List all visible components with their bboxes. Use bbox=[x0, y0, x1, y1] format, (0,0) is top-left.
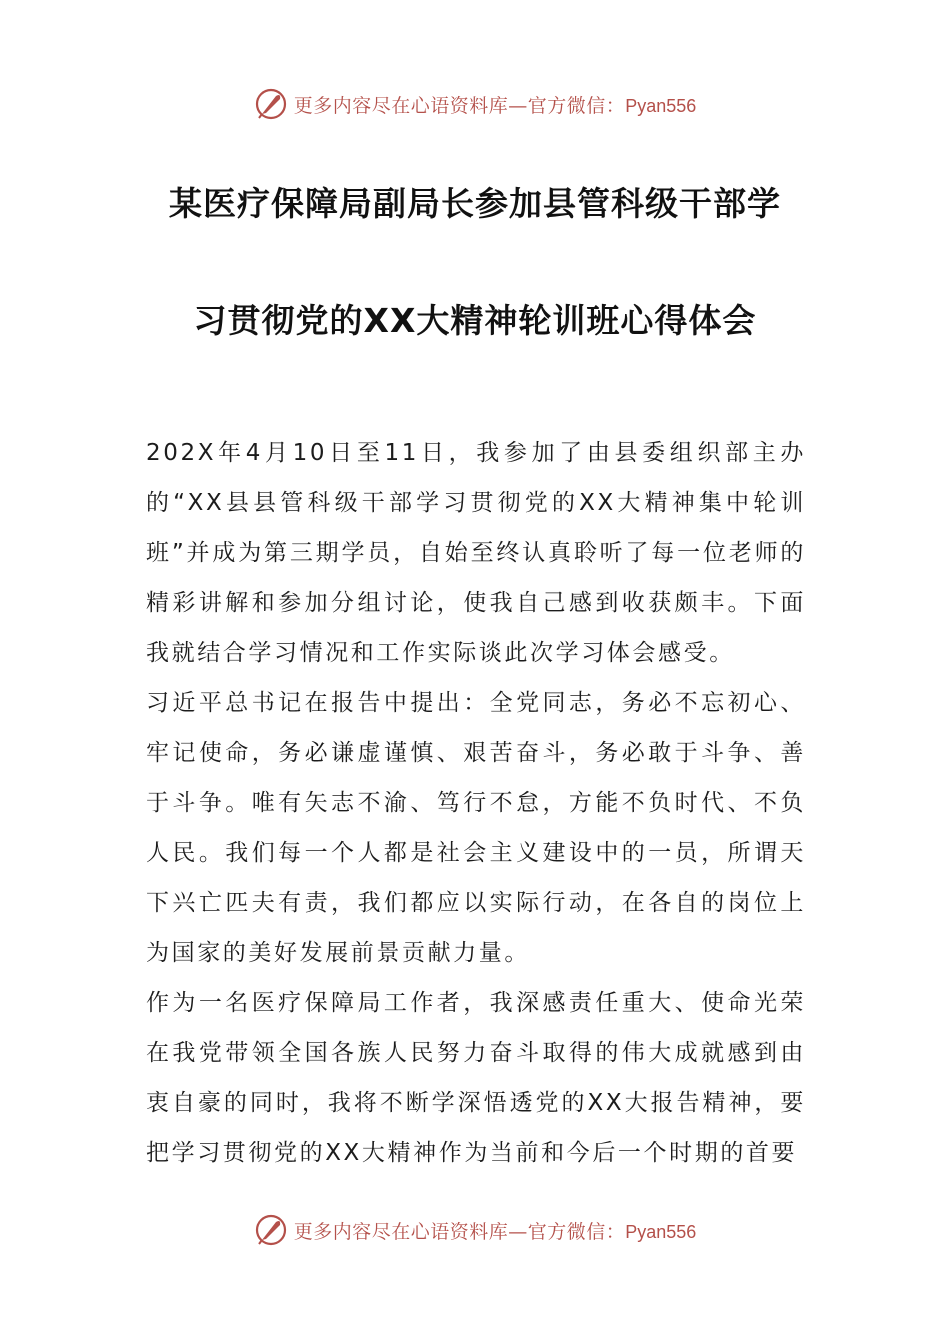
watermark-wechat-id: Pyan556 bbox=[625, 95, 697, 116]
watermark-wechat-id: Pyan556 bbox=[625, 1221, 697, 1242]
paragraph: 习近平总书记在报告中提出：全党同志，务必不忘初心、牢记使命，务必谦虚谨慎、艰苦奋斗，务必敢于斗争、善于斗争。唯有矢志不渝、笃行不怠，方能不负时代、不负人民。我们每一个人都是社会主义建设中的一员，所谓天下兴亡匹夫有责，我们都应以实际行动，在各自的岗位上为国家的美好发展前景贡献力量。 bbox=[146, 690, 806, 966]
watermark-text: 更多内容尽在心语资料库—官方微信：Pyan556 bbox=[293, 1220, 697, 1243]
watermark-text: 更多内容尽在心语资料库—官方微信：Pyan556 bbox=[293, 94, 697, 117]
footer-watermark bbox=[0, 1210, 950, 1250]
document-title-line-2: 习贯彻党的XX大精神轮训班心得体会 bbox=[193, 301, 757, 340]
paragraph: 作为一名医疗保障局工作者，我深感责任重大、使命光荣在我党带领全国各族人民努力奋斗取得的伟大成就感到由衷自豪的同时，我将不断学深悟透党的XX大报告精神，要把学习贯彻党的XX大精神作为当前和今后一个时期的首要 bbox=[146, 990, 806, 1166]
header-watermark bbox=[0, 84, 950, 124]
document-title-line-1: 某医疗保障局副局长参加县管科级干部学 bbox=[169, 184, 781, 223]
paragraph: 202X年4月10日至11日，我参加了由县委组织部主办的“XX县县管科级干部学习贯彻党的XX大精神集中轮训班”并成为第三期学员，自始至终认真聆听了每一位老师的精彩讲解和参加分组讨论，使我自己感到收获颇丰。下面我就结合学习情况和工作实际谈此次学习体会感受。 bbox=[146, 440, 806, 666]
quill-pen-icon bbox=[254, 87, 288, 121]
document-body bbox=[146, 428, 806, 1178]
quill-pen-icon bbox=[254, 1213, 288, 1247]
